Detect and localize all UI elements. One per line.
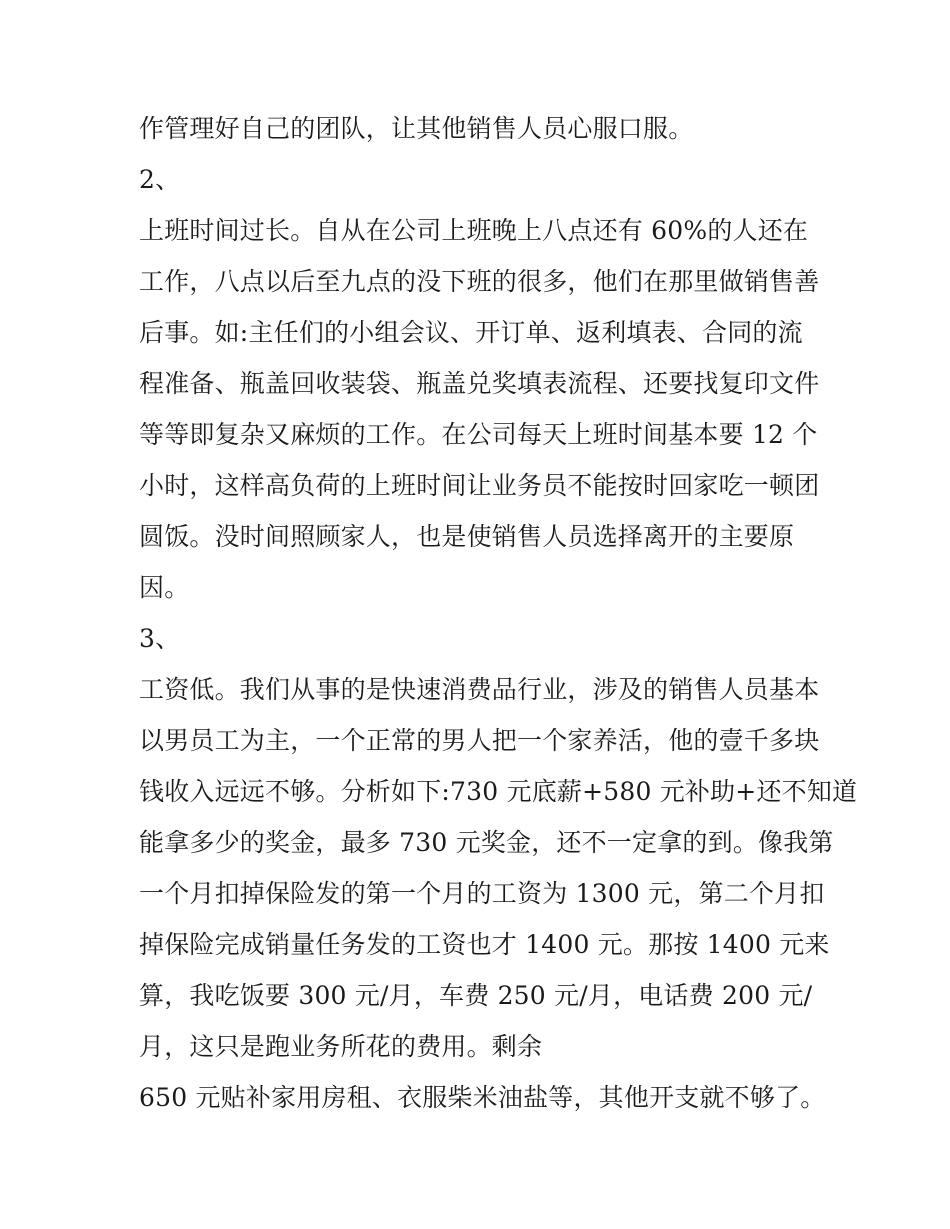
text-line: 小时，这样高负荷的上班时间让业务员不能按时回家吃一顿团 <box>139 471 820 500</box>
section-number: 3、 <box>139 624 181 653</box>
text-line: 后事。如:主任们的小组会议、开订单、返利填表、合同的流 <box>139 318 803 347</box>
text-line: 圆饭。没时间照顾家人，也是使销售人员选择离开的主要原 <box>139 522 795 551</box>
text-line: 650 元贴补家用房租、衣服柴米油盐等，其他开支就不够了。 <box>139 1083 826 1112</box>
text-line: 掉保险完成销量任务发的工资也才 1400 元。那按 1400 元来 <box>139 930 830 959</box>
text-line: 工资低。我们从事的是快速消费品行业，涉及的销售人员基本 <box>139 675 820 704</box>
text-line: 以男员工为主，一个正常的男人把一个家养活，他的壹千多块 <box>139 726 820 755</box>
text-line: 因。 <box>139 573 190 602</box>
text-line: 钱收入远远不够。分析如下:730 元底薪+580 元补助+还不知道 <box>139 777 858 806</box>
text-line: 程准备、瓶盖回收装袋、瓶盖兑奖填表流程、还要找复印文件 <box>139 369 820 398</box>
text-line: 算，我吃饭要 300 元/月，车费 250 元/月，电话费 200 元/ <box>139 981 813 1010</box>
text-line: 工作，八点以后至九点的没下班的很多，他们在那里做销售善 <box>139 267 820 296</box>
text-line: 月，这只是跑业务所花的费用。剩余 <box>139 1032 543 1061</box>
text-line: 上班时间过长。自从在公司上班晚上八点还有 60%的人还在 <box>139 216 809 245</box>
text-line: 等等即复杂又麻烦的工作。在公司每天上班时间基本要 12 个 <box>139 420 818 449</box>
text-line: 作管理好自己的团队，让其他销售人员心服口服。 <box>139 114 694 143</box>
text-line: 能拿多少的奖金，最多 730 元奖金，还不一定拿的到。像我第 <box>139 828 834 857</box>
section-number: 2、 <box>139 165 181 194</box>
text-line: 一个月扣掉保险发的第一个月的工资为 1300 元，第二个月扣 <box>139 879 825 908</box>
